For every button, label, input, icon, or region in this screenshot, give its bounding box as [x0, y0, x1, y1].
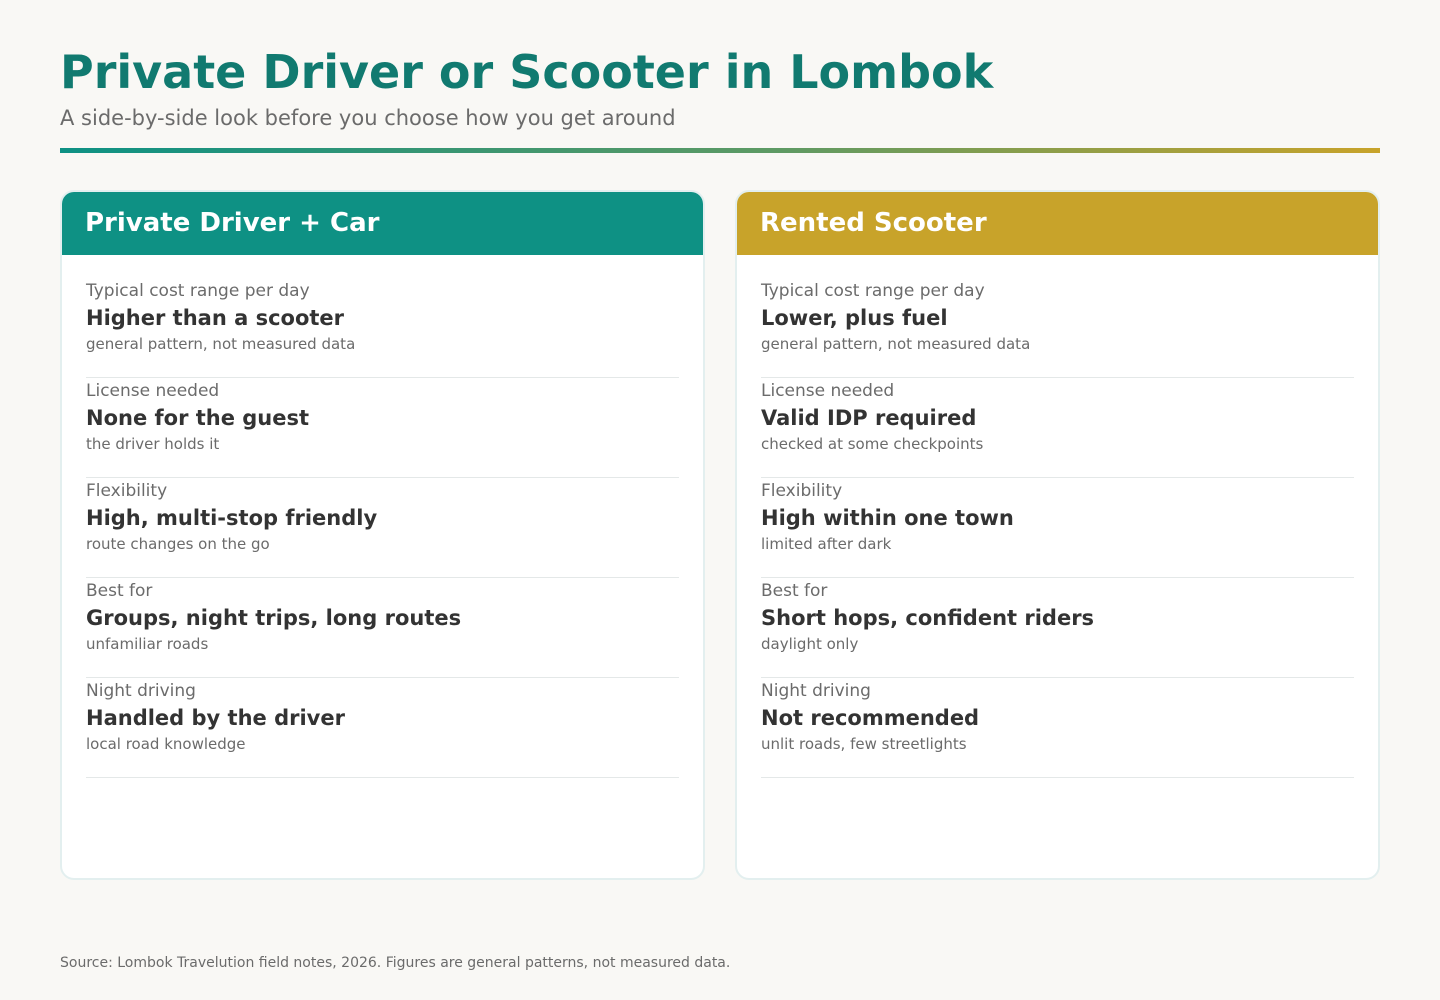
row-value: Higher than a scooter [86, 306, 345, 330]
row-note: local road knowledge [86, 735, 246, 753]
page-subtitle: A side-by-side look before you choose how you get around [60, 106, 676, 130]
row-label: Typical cost range per day [761, 281, 985, 301]
row-value: Lower, plus fuel [761, 306, 948, 330]
card-header-rented-scooter: Rented Scooter [735, 190, 1380, 255]
row-label: License needed [761, 381, 895, 401]
row-label: Best for [86, 581, 153, 601]
row-cost [761, 279, 1354, 378]
row-cost [86, 279, 679, 378]
row-note: unfamiliar roads [86, 635, 209, 653]
row-note: general pattern, not measured data [761, 335, 1031, 353]
row-label: License needed [86, 381, 220, 401]
header-divider [60, 148, 1380, 153]
row-label: Best for [761, 581, 828, 601]
row-value: Groups, night trips, long routes [86, 606, 462, 630]
card-rows [62, 255, 703, 778]
row-flexibility [761, 479, 1354, 578]
row-best-for [86, 579, 679, 678]
row-label: Typical cost range per day [86, 281, 310, 301]
row-label: Night driving [86, 681, 196, 701]
row-label: Flexibility [86, 481, 168, 501]
row-note: daylight only [761, 635, 859, 653]
card-rows [737, 255, 1378, 778]
row-note: limited after dark [761, 535, 892, 553]
row-value: Handled by the driver [86, 706, 345, 730]
row-value: Short hops, confident riders [761, 606, 1095, 630]
row-label: Night driving [761, 681, 871, 701]
row-value: None for the guest [86, 406, 310, 430]
card-header-private-driver: Private Driver + Car [60, 190, 705, 255]
row-best-for [761, 579, 1354, 678]
row-note: checked at some checkpoints [761, 435, 984, 453]
source-note: Source: Lombok Travelution field notes, 2026. Figures are general patterns, not measured data. [60, 955, 731, 971]
row-value: Valid IDP required [761, 406, 977, 430]
row-license [86, 379, 679, 478]
row-value: Not recommended [761, 706, 980, 730]
card-rented-scooter [735, 190, 1380, 880]
row-note: unlit roads, few streetlights [761, 735, 967, 753]
row-value: High, multi-stop friendly [86, 506, 378, 530]
page-title: Private Driver or Scooter in Lombok [60, 45, 994, 99]
row-note: general pattern, not measured data [86, 335, 356, 353]
row-night-driving [761, 679, 1354, 778]
row-night-driving [86, 679, 679, 778]
card-private-driver [60, 190, 705, 880]
row-value: High within one town [761, 506, 1014, 530]
row-flexibility [86, 479, 679, 578]
row-note: the driver holds it [86, 435, 220, 453]
row-label: Flexibility [761, 481, 843, 501]
row-license [761, 379, 1354, 478]
row-note: route changes on the go [86, 535, 270, 553]
